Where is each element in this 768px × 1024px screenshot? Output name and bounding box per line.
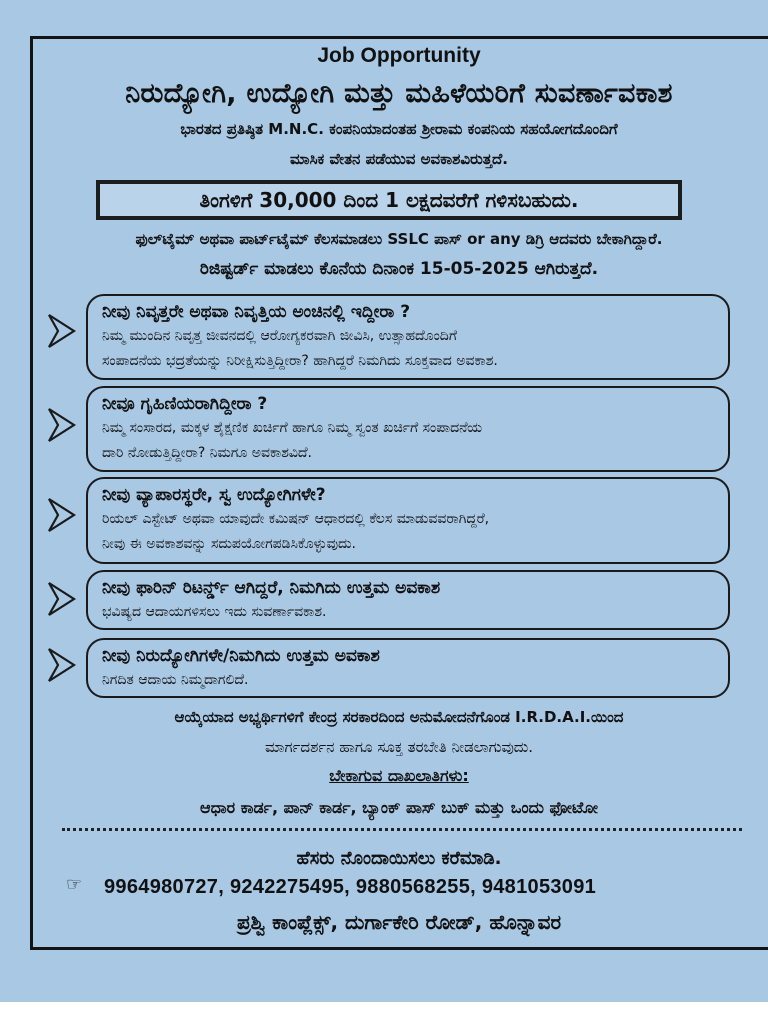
documents-title-text: ಬೇಕಾಗುವ ದಾಖಲಾತಿಗಳು: <box>329 766 469 785</box>
info-box-foreign-returned <box>86 570 730 630</box>
intro-line-2: ಮಾಸಿಕ ವೇತನ ಪಡೆಯುವ ಅವಕಾಶವಿರುತ್ತದೆ. <box>290 150 508 168</box>
info-box-text: ನಿಮ್ಮ ಮುಂದಿನ ನಿವೃತ್ತ ಜೀವನದಲ್ಲಿ ಆರೋಗ್ಯಕರವಾಗಿ ಜೀವಿಸಿ, ಉತ್ಸಾಹದೊಂದಿಗೆ <box>102 328 457 344</box>
address: ಪ್ರಶ್ವಿ ಕಾಂಪ್ಲೆಕ್ಸ್, ದುರ್ಗಾಕೇರಿ ರೋಡ್, ಹೊನ್ನಾವರ <box>236 910 562 934</box>
info-box-heading: ನೀವೂ ಗೃಹಿಣಿಯರಾಗಿದ್ದೀರಾ ? <box>102 394 268 414</box>
info-box-retired <box>86 294 730 380</box>
registration-deadline: ರಿಜಿಷ್ಟರ್ಡ್ ಮಾಡಲು ಕೊನೆಯ ದಿನಾಂಕ 15-05-2025 ಆಗಿರುತ್ತದೆ. <box>199 259 599 279</box>
scan-margin <box>0 1002 768 1024</box>
info-box-text: ದಾರಿ ನೋಡುತ್ತಿದ್ದೀರಾ? ನಿಮಗೂ ಅವಕಾಶವಿದೆ. <box>102 445 312 461</box>
pointing-hand-icon: ☞ <box>66 874 83 895</box>
info-box-text: ನಿಮ್ಮ ಸಂಸಾರದ, ಮಕ್ಕಳ ಶೈಕ್ಷಣಿಕ ಖರ್ಚಿಗೆ ಹಾಗೂ ನಿಮ್ಮ ಸ್ವಂತ ಖರ್ಚಿಗೆ ಸಂಪಾದನೆಯ <box>102 420 483 436</box>
info-box-heading: ನೀವು ನಿರುದ್ಯೋಗಿಗಳೇ/ನಿಮಗಿದು ಉತ್ತಮ ಅವಕಾಶ <box>102 646 380 666</box>
documents-title <box>30 766 768 786</box>
info-box-text: ರಿಯಲ್ ಎಸ್ಟೇಟ್ ಅಥವಾ ಯಾವುದೇ ಕಮಿಷನ್ ಆಧಾರದಲ್ಲಿ ಕೆಲಸ ಮಾಡುವವರಾಗಿದ್ದರೆ, <box>102 511 490 527</box>
chevron-right-icon <box>46 580 80 618</box>
phone-numbers: 9964980727, 9242275495, 9880568255, 9481053091 <box>104 876 597 898</box>
info-box-heading: ನೀವು ಫಾರಿನ್ ರಿಟರ್ನ್ಡ್ ಆಗಿದ್ದರೆ, ನಿಮಗಿದು ಉತ್ತಮ ಅವಕಾಶ <box>102 578 441 598</box>
title-english: Job Opportunity <box>317 44 481 67</box>
info-box-text: ನಿಗದಿತ ಆದಾಯ ನಿಮ್ಮದಾಗಲಿದೆ. <box>102 672 249 688</box>
eligibility-text: ಫುಲ್‌ಟೈಮ್ ಅಥವಾ ಪಾರ್ಟ್‌ಟೈಮ್ ಕೆಲಸಮಾಡಲು SSLC ಪಾಸ್ or any ಡಿಗ್ರಿ ಆದವರು ಬೇಕಾಗಿದ್ದಾರೆ. <box>135 230 663 248</box>
training-line-1: ಆಯ್ಕೆಯಾದ ಅಭ್ಯರ್ಥಿಗಳಿಗೆ ಕೇಂದ್ರ ಸರಕಾರದಿಂದ ಅನುಮೋದನೆಗೊಂಡ I.R.D.A.I.ಯಿಂದ <box>174 708 624 726</box>
info-box-text: ನೀವು ಈ ಅವಕಾಶವನ್ನು ಸದುಪಯೋಗಪಡಿಸಿಕೊಳ್ಳುವುದು. <box>102 536 356 552</box>
salary-banner <box>96 180 682 220</box>
info-box-text: ಸಂಪಾದನೆಯ ಭದ್ರತೆಯನ್ನು ನಿರೀಕ್ಷಿಸುತ್ತಿದ್ದೀರಾ? ಹಾಗಿದ್ದರೆ ನಿಮಗಿದು ಸೂಕ್ತವಾದ ಅವಕಾಶ. <box>102 353 498 369</box>
dotted-divider <box>62 828 742 831</box>
documents-list: ಆಧಾರ ಕಾರ್ಡ, ಪಾನ್ ಕಾರ್ಡ, ಬ್ಯಾಂಕ್ ಪಾಸ್ ಬುಕ್ ಮತ್ತು ಒಂದು ಫೋಟೋ <box>200 798 598 817</box>
training-line-2: ಮಾರ್ಗದರ್ಶನ ಹಾಗೂ ಸೂಕ್ತ ತರಬೇತಿ ನೀಡಲಾಗುವುದು. <box>264 738 534 756</box>
salary-banner-text: ತಿಂಗಳಿಗೆ 30,000 ದಿಂದ 1 ಲಕ್ಷದವರೆಗೆ ಗಳಿಸಬಹುದು. <box>100 184 678 216</box>
chevron-right-icon <box>46 406 80 444</box>
info-box-homemaker <box>86 386 730 472</box>
intro-line-1: ಭಾರತದ ಪ್ರತಿಷ್ಠಿತ M.N.C. ಕಂಪನಿಯಾದಂತಹ ಶ್ರೀರಾಮ ಕಂಪನಿಯ ಸಹಯೋಗದೊಂದಿಗೆ <box>180 120 618 138</box>
info-box-heading: ನೀವು ವ್ಯಾಪಾರಸ್ಥರೇ, ಸ್ವ ಉದ್ಯೋಗಿಗಳೇ? <box>102 485 326 505</box>
chevron-right-icon <box>46 496 80 534</box>
headline: ನಿರುದ್ಯೋಗಿ, ಉದ್ಯೋಗಿ ಮತ್ತು ಮಹಿಳೆಯರಿಗೆ ಸುವರ್ಣಾವಕಾಶ <box>125 78 673 109</box>
chevron-right-icon <box>46 646 80 684</box>
chevron-right-icon <box>46 312 80 350</box>
info-box-text: ಭವಿಷ್ಯದ ಆದಾಯಗಳಿಸಲು ಇದು ಸುವರ್ಣಾವಕಾಶ. <box>102 604 327 620</box>
info-box-unemployed <box>86 638 730 698</box>
info-box-heading: ನೀವು ನಿವೃತ್ತರೇ ಅಥವಾ ನಿವೃತ್ತಿಯ ಅಂಚಿನಲ್ಲಿ ಇದ್ದೀರಾ ? <box>102 302 411 322</box>
call-to-register: ಹೆಸರು ನೊಂದಾಯಿಸಲು ಕರೆಮಾಡಿ. <box>296 848 502 869</box>
info-box-business <box>86 477 730 564</box>
